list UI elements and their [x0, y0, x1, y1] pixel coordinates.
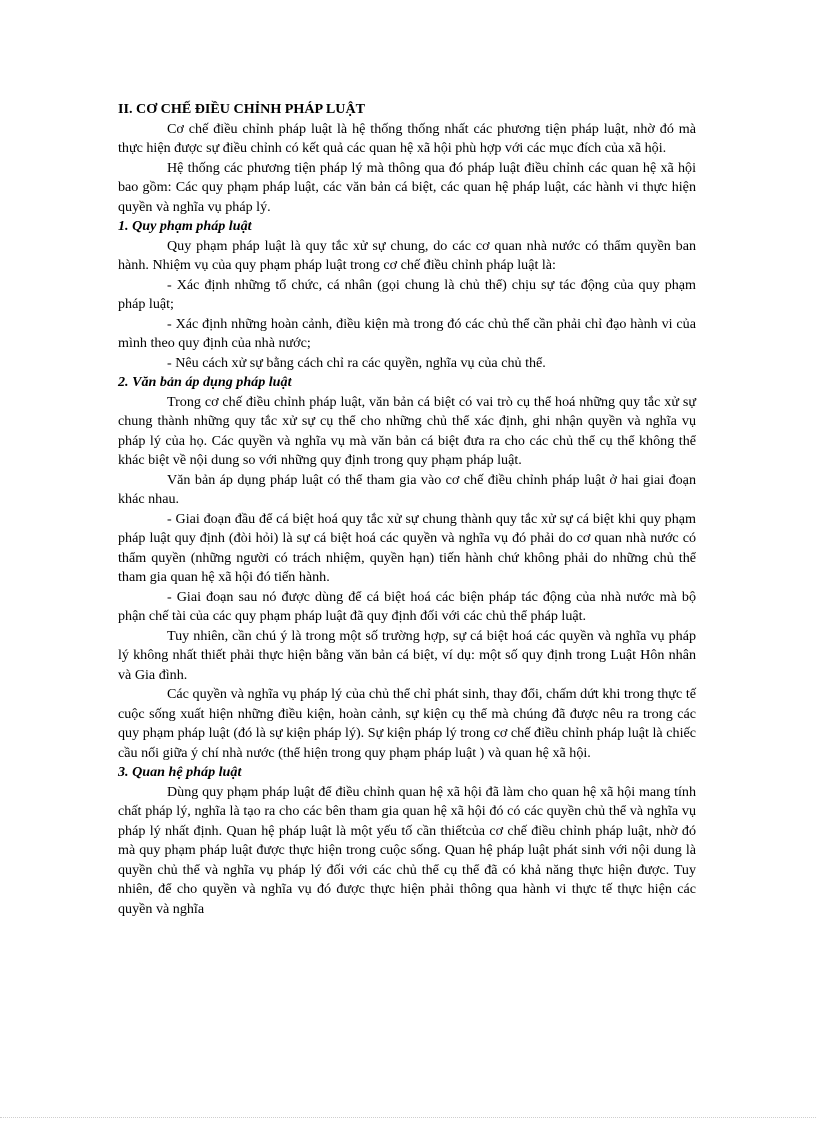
list-item: - Xác định những tổ chức, cá nhân (gọi chung là chủ thể) chịu sự tác động của quy phạm pháp luật;	[118, 276, 696, 312]
section-title: 3. Quan hệ pháp luật	[118, 764, 242, 780]
paragraph: Tuy nhiên, cần chú ý là trong một số trường hợp, sự cá biệt hoá các quyền và nghĩa vụ pháp lý không nhất thiết phải thực hiện bằng văn bản cá biệt, ví dụ: một số quy định trong Luật Hôn nhân và Gia đình.	[118, 627, 696, 683]
paragraph: Hệ thống các phương tiện pháp lý mà thông qua đó pháp luật điều chỉnh các quan hệ xã hội bao gồm: Các quy phạm pháp luật, các văn bản cá biệt, các quan hệ pháp luật, các hành vi thực hiện quyền và nghĩa vụ pháp lý.	[118, 159, 696, 215]
list-item: - Nêu cách xử sự bằng cách chỉ ra các quyền, nghĩa vụ của chủ thể.	[167, 354, 546, 371]
section-title: 1. Quy phạm pháp luật	[118, 218, 252, 234]
list-item: - Giai đoạn đầu để cá biệt hoá quy tắc xử sự chung thành quy tắc xử sự cá biệt khi quy phạm pháp luật quy định (đòi hỏi) là sự cá biệt hoá các quyền và nghĩa vụ đó phải do cơ quan nhà nước có thẩm quyền (những người có trách nhiệm, quyền hạn) tiến hành chứ không phải do những chủ thể tham gia quan hệ xã hội đó tiến hành.	[118, 510, 696, 585]
chapter-title: II. CƠ CHẾ ĐIỀU CHỈNH PHÁP LUẬT	[118, 101, 366, 117]
section-title: 2. Văn bản áp dụng pháp luật	[118, 374, 292, 390]
paragraph: Văn bản áp dụng pháp luật có thể tham gia vào cơ chế điều chỉnh pháp luật ở hai giai đoạn khác nhau.	[118, 471, 696, 507]
paragraph: Dùng quy phạm pháp luật để điều chỉnh quan hệ xã hội đã làm cho quan hệ xã hội mang tính chất pháp lý, nghĩa là tạo ra cho các bên tham gia quan hệ xã hội đó có các quyền chủ thể và nghĩa vụ pháp lý nhất định. Quan hệ pháp luật là một yếu tố cần thiếtcủa cơ chế điều chỉnh pháp luật, nhờ đó mà quy phạm pháp luật được thực hiện trong cuộc sống. Quan hệ pháp luật phát sinh với nội dung là quyền chủ thể và nghĩa vụ pháp lý đối với các chủ thể cụ thể đã có khả năng thực hiện được. Tuy nhiên, để cho quyền và nghĩa vụ đó được thực hiện phải thông qua hành vi thực tế thực hiện các quyền và nghĩa	[118, 783, 696, 917]
paragraph: Quy phạm pháp luật là quy tắc xử sự chung, do các cơ quan nhà nước có thẩm quyền ban hành. Nhiệm vụ của quy phạm pháp luật trong cơ chế điều chỉnh pháp luật là:	[118, 237, 696, 273]
page-bottom-divider	[0, 1117, 816, 1118]
paragraph: Cơ chế điều chỉnh pháp luật là hệ thống thống nhất các phương tiện pháp luật, nhờ đó mà thực hiện được sự điều chỉnh có kết quả các quan hệ xã hội phù hợp với các mục đích của xã hội.	[118, 120, 696, 156]
paragraph: Trong cơ chế điều chỉnh pháp luật, văn bản cá biệt có vai trò cụ thể hoá những quy tắc xử sự chung thành những quy tắc xử sự cụ thể cho những chủ thể xác định, ghi nhận quyền và nghĩa vụ pháp lý của họ. Các quyền và nghĩa vụ mà văn bản cá biệt đưa ra cho các chủ thể cụ thể không thể khác biệt về nội dung so với những quy định trong quy phạm pháp luật.	[118, 393, 696, 468]
document-body	[118, 100, 696, 919]
list-item: - Giai đoạn sau nó được dùng để cá biệt hoá các biện pháp tác động của nhà nước mà bộ phận chế tài của các quy phạm pháp luật đã quy định đối với các chủ thể pháp luật.	[118, 588, 696, 624]
paragraph: Các quyền và nghĩa vụ pháp lý của chủ thể chỉ phát sinh, thay đổi, chấm dứt khi trong thực tế cuộc sống xuất hiện những điều kiện, hoàn cảnh, sự kiện cụ thể mà chúng đã được nêu ra trong các quy phạm pháp luật (đó là sự kiện pháp lý). Sự kiện pháp lý trong cơ chế điều chỉnh pháp luật là chiếc cầu nối giữa ý chí nhà nước (thể hiện trong quy phạm pháp luật ) và quan hệ xã hội.	[118, 686, 696, 761]
list-item: - Xác định những hoàn cảnh, điều kiện mà trong đó các chủ thể cần phải chỉ đạo hành vi của mình theo quy định của nhà nước;	[118, 315, 696, 351]
